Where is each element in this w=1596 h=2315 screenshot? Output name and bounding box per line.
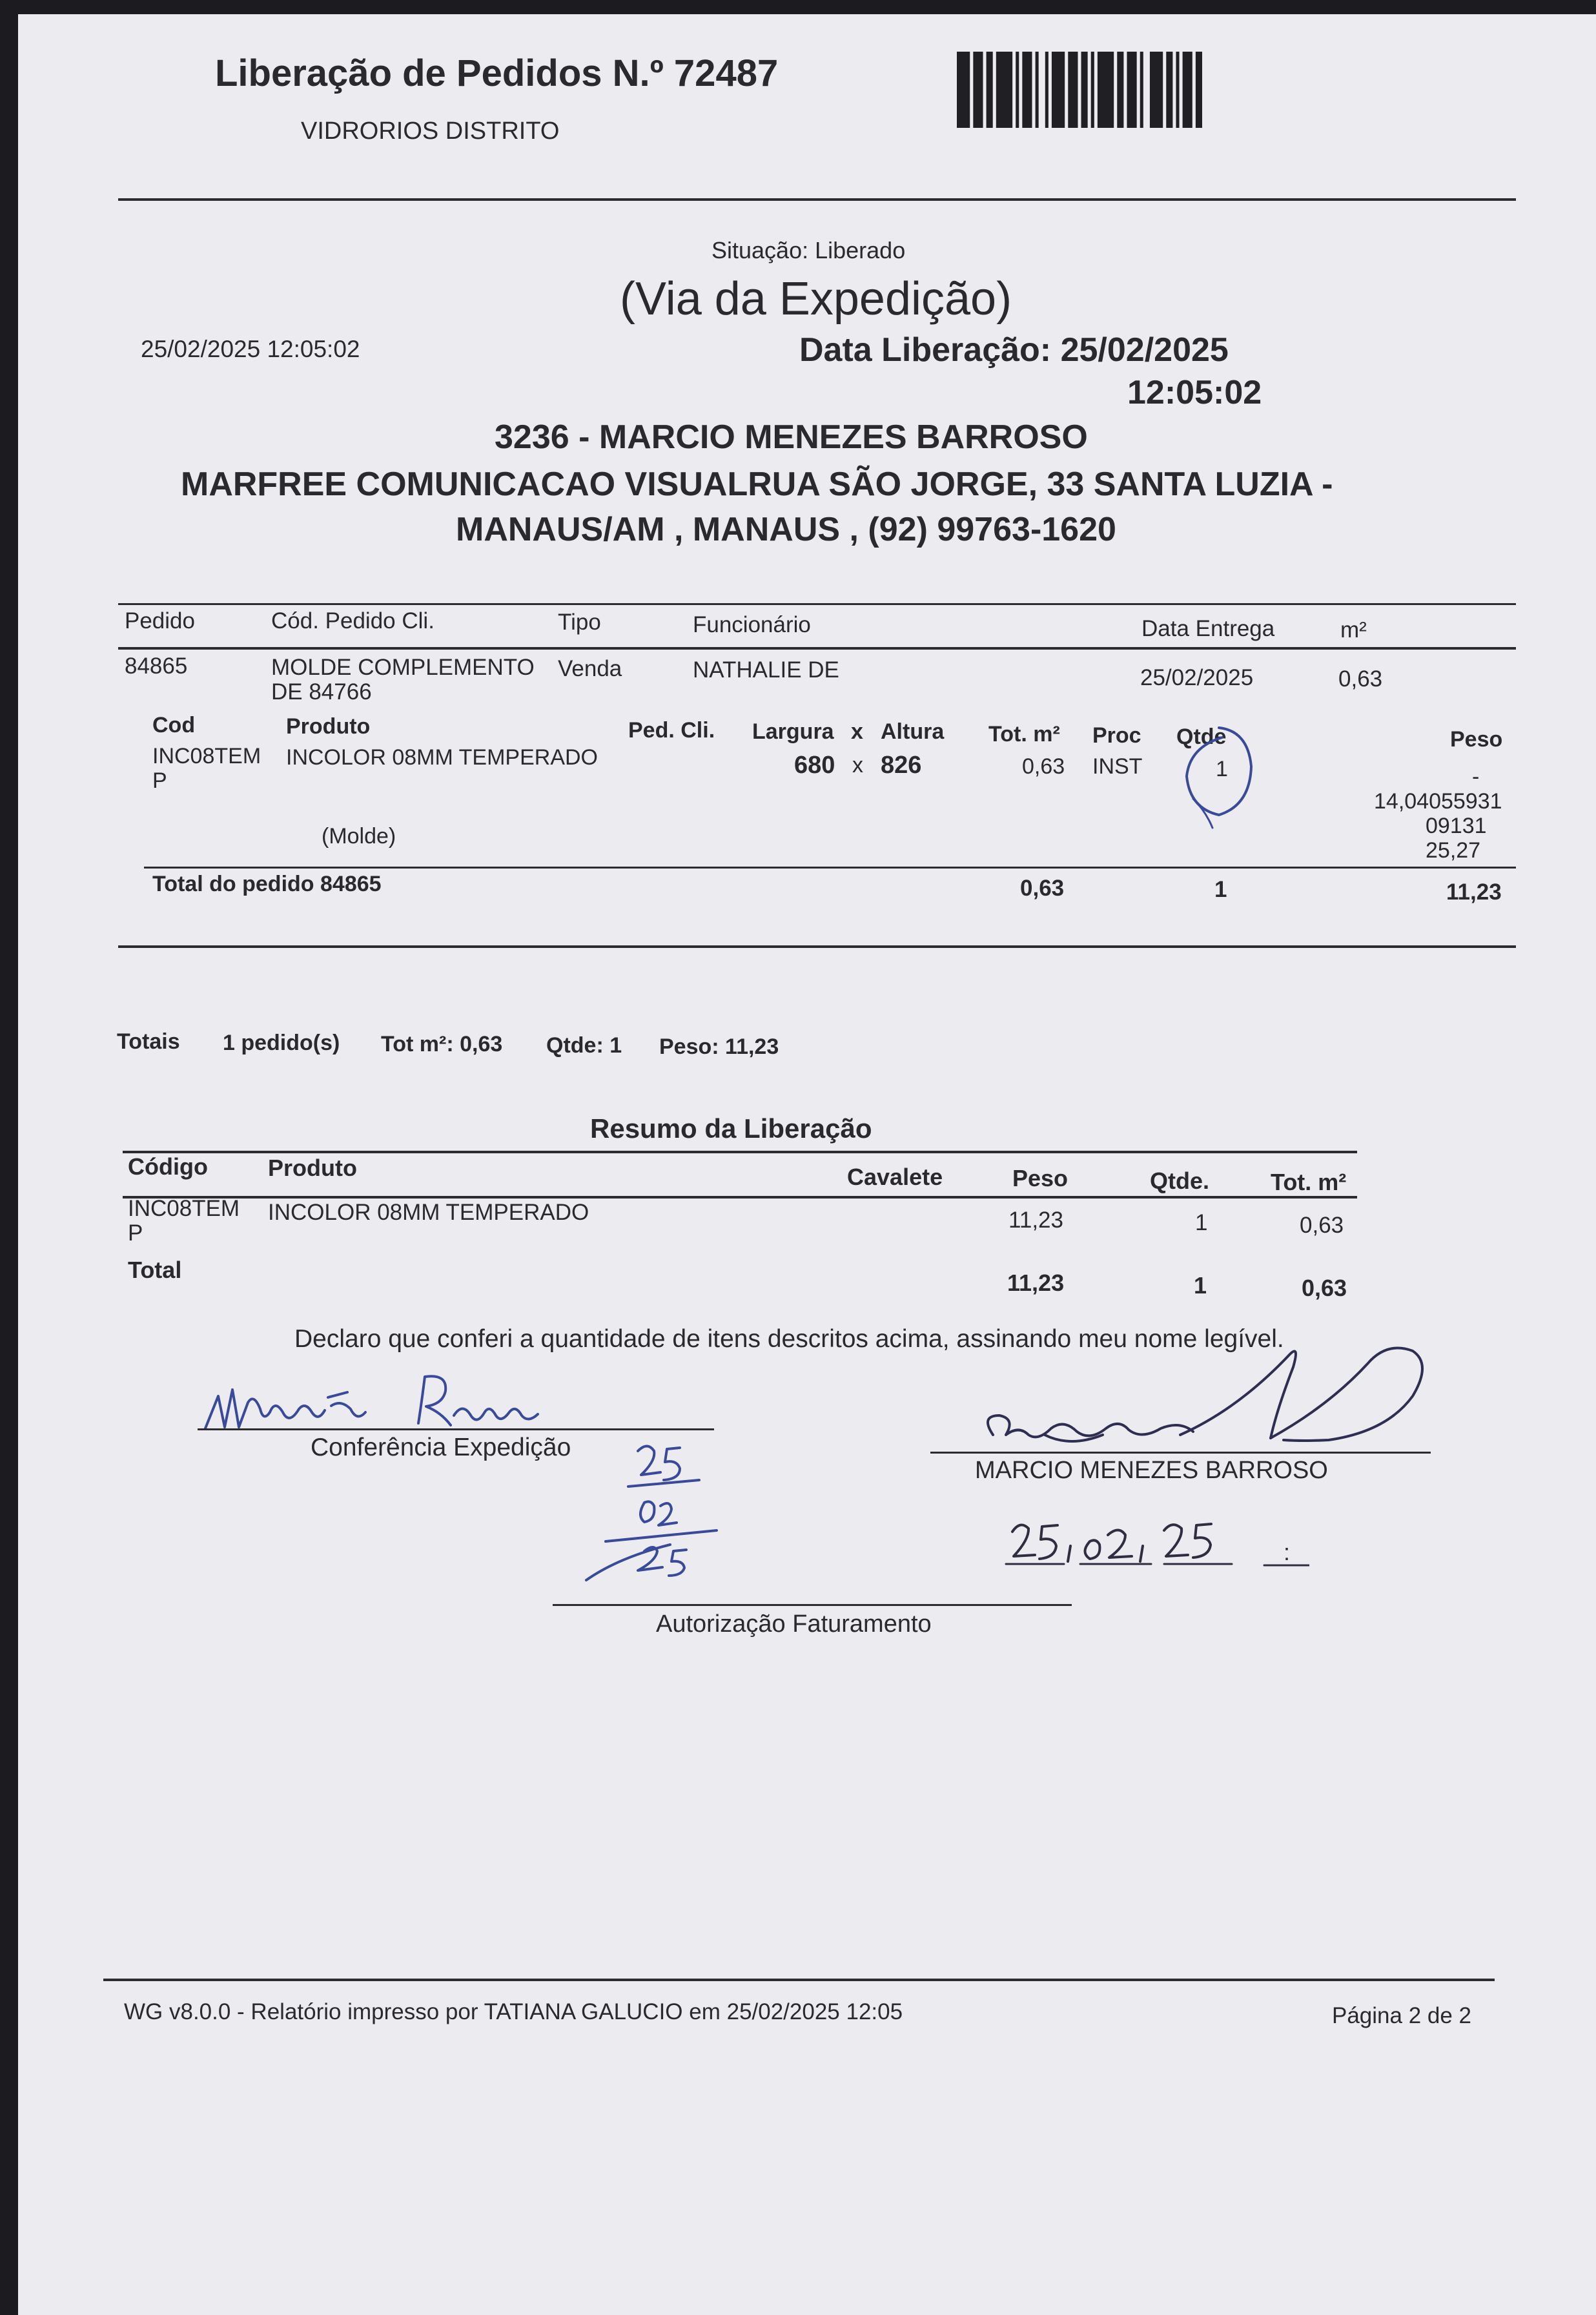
barcode-bar [1140, 52, 1143, 128]
barcode-bar [1052, 52, 1065, 128]
barcode-bar [1183, 52, 1192, 128]
order-total-weight: 11,23 [1446, 880, 1502, 905]
col-header-tipo: Tipo [558, 610, 601, 635]
barcode-bar [996, 52, 1012, 128]
summary-col-header-cavalete: Cavalete [847, 1164, 943, 1190]
item-col-header-tot-m2: Tot. m² [988, 722, 1060, 746]
totals-m2: Tot m²: 0,63 [381, 1032, 503, 1056]
barcode [954, 52, 1206, 129]
barcode-bar [1091, 52, 1094, 128]
item-proc: INST [1092, 754, 1143, 779]
signature-date-field [999, 1506, 1309, 1570]
authorization-label: Autorização Faturamento [656, 1610, 932, 1638]
barcode-bar [1176, 52, 1179, 128]
client-address-line2: MANAUS/AM , MANAUS , (92) 99763-1620 [456, 511, 1116, 548]
item-total-rule [144, 867, 1516, 869]
client-signature-line [930, 1452, 1431, 1454]
footer-rule [103, 1979, 1495, 1981]
summary-col-header-qtde: Qtde. [1150, 1168, 1210, 1194]
barcode-bar [957, 52, 970, 128]
conference-label: Conferência Expedição [311, 1434, 571, 1461]
order-employee: NATHALIE DE [693, 657, 839, 683]
col-header-pedido: Pedido [125, 608, 195, 633]
summary-code-line1: INC08TEM [128, 1196, 240, 1221]
summary-total-m2: 0,63 [1302, 1275, 1347, 1301]
summary-col-header-produto: Produto [268, 1155, 357, 1181]
client-signature [967, 1338, 1438, 1467]
item-product: INCOLOR 08MM TEMPERADO [286, 745, 598, 770]
item-note: (Molde) [322, 824, 396, 849]
time-field-colon: : [1284, 1539, 1291, 1565]
item-weight-dash: - [1472, 765, 1480, 789]
item-weight-line2: 14,04055931 [1374, 789, 1502, 814]
item-code-line2: P [152, 768, 167, 793]
summary-code-line2: P [128, 1220, 143, 1246]
barcode-bar [1081, 52, 1088, 128]
totals-label: Totais [117, 1029, 180, 1054]
summary-title: Resumo da Liberação [590, 1113, 872, 1144]
col-header-cod-pedido-cli: Cód. Pedido Cli. [271, 608, 435, 633]
item-weight-line3: 09131 [1426, 814, 1487, 838]
summary-qtde: 1 [1195, 1210, 1208, 1235]
summary-weight: 11,23 [1008, 1208, 1063, 1233]
qtde-circle-mark [1174, 721, 1264, 831]
item-col-header-altura: Altura [881, 719, 945, 744]
barcode-bar [973, 52, 983, 128]
document-page [18, 14, 1596, 2315]
copy-label: (Via da Expedição) [620, 273, 1012, 325]
summary-col-header-codigo: Código [128, 1153, 208, 1180]
item-width: 680 [794, 752, 835, 779]
item-tot-m2: 0,63 [1022, 754, 1065, 779]
order-section-end-rule [118, 945, 1516, 948]
totals-weight: Peso: 11,23 [659, 1034, 779, 1059]
status-line: Situação: Liberado [711, 237, 906, 263]
order-client-ref-line1: MOLDE COMPLEMENTO [271, 655, 535, 680]
item-col-header-qtde: Qtde [1176, 725, 1227, 749]
footer-printed-by: WG v8.0.0 - Relatório impresso por TATIANA GALUCIO em 25/02/2025 12:05 [124, 1999, 903, 2024]
item-col-header-x: x [851, 719, 863, 744]
summary-total-label: Total [128, 1257, 182, 1283]
item-col-header-cod: Cod [152, 713, 196, 737]
item-code-line1: INC08TEM [152, 744, 261, 768]
order-total-m2: 0,63 [1020, 876, 1065, 901]
barcode-bar [1022, 52, 1032, 128]
print-datetime: 25/02/2025 12:05:02 [141, 336, 360, 362]
col-header-funcionario: Funcionário [693, 612, 811, 637]
order-delivery-date: 25/02/2025 [1140, 665, 1254, 690]
order-total-qtde: 1 [1214, 877, 1227, 902]
col-header-data-entrega: Data Entrega [1141, 616, 1275, 641]
item-col-header-produto: Produto [286, 714, 371, 739]
header-divider [118, 198, 1516, 201]
handwritten-date [547, 1435, 741, 1616]
handwritten-date-text: 25/02/25 [547, 1614, 550, 1615]
summary-total-weight: 11,23 [1007, 1270, 1065, 1296]
barcode-bar [1196, 52, 1202, 128]
release-time: 12:05:02 [1127, 374, 1262, 411]
order-number: 84865 [125, 653, 188, 679]
barcode-bar [1036, 52, 1039, 128]
conference-signature-text: Moisés Rocha [192, 1446, 197, 1447]
declaration: Declaro que conferi a quantidade de itens descritos acima, assinando meu nome legível. [294, 1325, 1284, 1353]
company-name: VIDRORIOS DISTRITO [301, 118, 560, 145]
order-total-label: Total do pedido 84865 [152, 872, 382, 896]
summary-header-rule [123, 1196, 1357, 1199]
client-address-line1: MARFREE COMUNICACAO VISUALRUA SÃO JORGE, 33 SANTA LUZIA - [181, 466, 1333, 503]
item-height: 826 [881, 752, 922, 779]
release-date: Data Liberação: 25/02/2025 [799, 331, 1229, 369]
item-x: x [852, 753, 863, 777]
barcode-bar [1117, 52, 1123, 128]
order-type: Venda [558, 656, 622, 681]
item-col-header-ped-cli: Ped. Cli. [628, 718, 715, 743]
client-name: 3236 - MARCIO MENEZES BARROSO [495, 418, 1088, 456]
summary-col-header-tot-m2: Tot. m² [1271, 1169, 1347, 1195]
barcode-bar [1045, 52, 1049, 128]
summary-col-header-peso: Peso [1012, 1165, 1069, 1191]
item-col-header-largura: Largura [752, 719, 834, 744]
summary-product: INCOLOR 08MM TEMPERADO [268, 1200, 589, 1225]
barcode-bar [1016, 52, 1019, 128]
summary-m2: 0,63 [1300, 1213, 1344, 1238]
client-signature-label: MARCIO MENEZES BARROSO [975, 1457, 1328, 1484]
totals-orders: 1 pedido(s) [223, 1031, 340, 1055]
barcode-bar [1098, 52, 1114, 128]
item-qtde: 1 [1216, 757, 1228, 781]
barcode-bar [1127, 52, 1136, 128]
item-weight-line4: 25,27 [1426, 838, 1481, 863]
barcode-bar [1150, 52, 1163, 128]
order-m2: 0,63 [1338, 666, 1383, 692]
col-header-m2: m² [1340, 617, 1367, 643]
summary-total-qtde: 1 [1194, 1272, 1207, 1299]
authorization-line [553, 1604, 1072, 1606]
item-col-header-peso: Peso [1450, 727, 1503, 752]
barcode-bar [1166, 52, 1172, 128]
order-table-top-rule [118, 603, 1516, 605]
footer-page-number: Página 2 de 2 [1332, 2003, 1472, 2028]
order-client-ref-line2: DE 84766 [271, 679, 372, 705]
conference-signature-line [198, 1428, 714, 1430]
item-col-header-proc: Proc [1092, 723, 1141, 748]
barcode-bar [987, 52, 993, 128]
totals-qtde: Qtde: 1 [546, 1033, 622, 1058]
document-title: Liberação de Pedidos N.º 72487 [215, 52, 779, 94]
barcode-bar [1068, 52, 1078, 128]
order-table-header-rule [118, 647, 1516, 650]
summary-top-rule [123, 1151, 1357, 1153]
